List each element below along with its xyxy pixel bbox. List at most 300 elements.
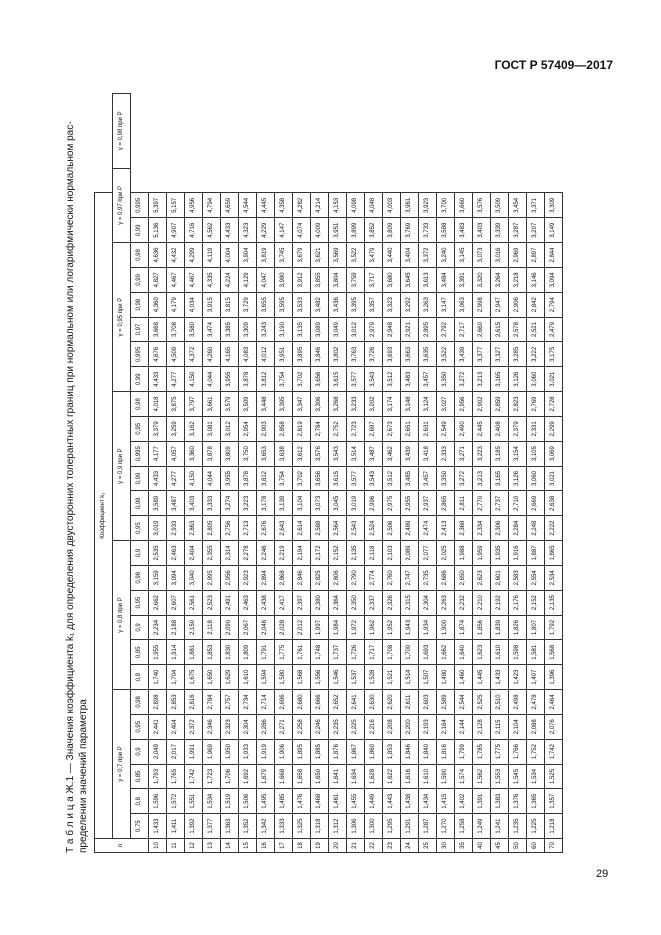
value-cell: 3,327 xyxy=(491,342,509,367)
value-cell: 1,952 xyxy=(383,615,401,640)
value-cell: 2,350 xyxy=(347,590,365,615)
value-cell: 3,016 xyxy=(491,243,509,268)
value-cell: 3,653 xyxy=(257,441,275,466)
value-cell: 1,415 xyxy=(437,789,455,814)
value-cell: 3,797 xyxy=(185,392,203,417)
value-cell: 2,903 xyxy=(257,416,275,441)
value-cell: 3,804 xyxy=(329,267,347,292)
value-cell: 1,528 xyxy=(365,665,383,690)
value-cell: 1,568 xyxy=(545,640,563,665)
value-cell: 2,956 xyxy=(221,565,239,590)
table-row xyxy=(473,94,491,853)
value-cell: 3,021 xyxy=(545,466,563,491)
value-cell: 3,159 xyxy=(149,565,167,590)
value-cell: 1,287 xyxy=(419,814,437,839)
value-cell: 3,615 xyxy=(329,466,347,491)
n-cell: 60 xyxy=(527,839,545,853)
value-cell: 2,413 xyxy=(437,516,455,541)
p-value-header: 0,97 xyxy=(131,317,149,342)
value-cell: 2,603 xyxy=(419,690,437,715)
value-cell: 2,859 xyxy=(491,392,509,417)
value-cell: 2,498 xyxy=(509,690,527,715)
value-cell: 2,028 xyxy=(275,615,293,640)
value-cell: 3,855 xyxy=(311,267,329,292)
value-cell: 2,710 xyxy=(509,491,527,516)
value-cell: 1,914 xyxy=(167,640,185,665)
value-cell: 4,047 xyxy=(257,267,275,292)
value-cell: 1,628 xyxy=(365,764,383,789)
value-cell: 2,463 xyxy=(167,541,185,566)
value-cell: 2,135 xyxy=(545,590,563,615)
value-cell: 2,906 xyxy=(509,292,527,317)
value-cell: 3,733 xyxy=(419,218,437,243)
n-cell: 45 xyxy=(491,839,509,853)
p-value-header: 0,99 xyxy=(131,267,149,292)
value-cell: 1,574 xyxy=(455,764,473,789)
value-cell: 3,487 xyxy=(365,441,383,466)
value-cell: 2,164 xyxy=(437,714,455,739)
value-cell: 3,320 xyxy=(473,267,491,292)
value-cell: 2,846 xyxy=(293,565,311,590)
value-cell: 1,853 xyxy=(203,640,221,665)
value-cell: 4,004 xyxy=(221,243,239,268)
value-cell: 4,562 xyxy=(203,218,221,243)
n-cell: 22 xyxy=(365,839,383,853)
value-cell: 1,376 xyxy=(509,789,527,814)
n-cell: 12 xyxy=(185,839,203,853)
table-row xyxy=(293,94,311,853)
value-cell: 1,270 xyxy=(437,814,455,839)
n-cell: 18 xyxy=(293,839,311,853)
value-cell: 2,544 xyxy=(455,690,473,715)
value-cell: 1,885 xyxy=(311,739,329,764)
value-cell: 1,916 xyxy=(509,541,527,566)
value-cell: 1,568 xyxy=(293,665,311,690)
p-value-header: 0,9 xyxy=(131,739,149,764)
value-cell: 2,463 xyxy=(239,590,257,615)
value-cell: 1,717 xyxy=(365,640,383,665)
value-cell: 2,208 xyxy=(383,714,401,739)
value-cell: 2,489 xyxy=(401,516,419,541)
value-cell: 2,630 xyxy=(365,690,383,715)
value-cell: 1,793 xyxy=(149,764,167,789)
value-cell: 1,933 xyxy=(239,739,257,764)
n-cell: 10 xyxy=(149,839,167,853)
value-cell: 4,544 xyxy=(239,193,257,218)
value-cell: 3,457 xyxy=(419,466,437,491)
value-cell: 2,933 xyxy=(167,516,185,541)
value-cell: 3,440 xyxy=(383,243,401,268)
value-cell: 1,461 xyxy=(329,789,347,814)
p-value-header: 0,98 xyxy=(131,565,149,590)
table-row xyxy=(383,94,401,853)
value-cell: 1,537 xyxy=(347,665,365,690)
value-cell: 2,760 xyxy=(383,565,401,590)
value-cell: 1,972 xyxy=(347,615,365,640)
value-cell: 3,663 xyxy=(401,342,419,367)
value-cell: 3,522 xyxy=(437,342,455,367)
value-cell: 1,988 xyxy=(455,541,473,566)
value-cell: 2,897 xyxy=(527,243,545,268)
value-cell: 1,480 xyxy=(437,665,455,690)
value-cell: 3,178 xyxy=(257,491,275,516)
value-cell: 2,770 xyxy=(473,491,491,516)
value-cell: 2,858 xyxy=(275,416,293,441)
value-cell: 2,263 xyxy=(437,590,455,615)
value-cell: 1,826 xyxy=(509,615,527,640)
value-cell: 3,512 xyxy=(383,367,401,392)
value-cell: 1,895 xyxy=(293,739,311,764)
value-cell: 2,853 xyxy=(167,690,185,715)
p-value-header: 0,99 xyxy=(131,218,149,243)
value-cell: 2,194 xyxy=(293,541,311,566)
value-cell: 4,277 xyxy=(167,466,185,491)
value-cell: 3,012 xyxy=(221,416,239,441)
table-row xyxy=(185,94,203,853)
value-cell: 1,846 xyxy=(401,739,419,764)
value-cell: 1,742 xyxy=(185,764,203,789)
value-cell: 1,411 xyxy=(167,814,185,839)
value-cell: 2,554 xyxy=(527,565,545,590)
value-cell: 4,153 xyxy=(329,193,347,218)
value-cell: 2,697 xyxy=(365,416,383,441)
value-cell: 2,865 xyxy=(437,491,455,516)
value-cell: 4,150 xyxy=(185,466,203,491)
value-cell: 1,534 xyxy=(203,789,221,814)
value-cell: 4,827 xyxy=(149,267,167,292)
value-cell: 3,021 xyxy=(545,367,563,392)
value-cell: 3,635 xyxy=(419,342,437,367)
value-cell: 1,650 xyxy=(203,665,221,690)
value-cell: 2,216 xyxy=(365,714,383,739)
value-cell: 1,839 xyxy=(491,615,509,640)
value-cell: 2,323 xyxy=(221,714,239,739)
value-cell: 2,076 xyxy=(545,714,563,739)
value-cell: 2,601 xyxy=(491,565,509,590)
value-cell: 2,979 xyxy=(365,317,383,342)
value-cell: 1,241 xyxy=(491,814,509,839)
value-cell: 3,089 xyxy=(311,317,329,342)
value-cell: 2,534 xyxy=(545,565,563,590)
value-cell: 2,825 xyxy=(311,565,329,590)
table-row xyxy=(311,94,329,853)
table-row xyxy=(347,94,365,853)
value-cell: 2,717 xyxy=(455,317,473,342)
value-cell: 3,202 xyxy=(365,392,383,417)
value-cell: 3,612 xyxy=(293,441,311,466)
value-cell: 4,098 xyxy=(347,193,365,218)
value-cell: 3,482 xyxy=(311,292,329,317)
n-cell: 50 xyxy=(509,839,527,853)
value-cell: 1,325 xyxy=(293,814,311,839)
value-cell: 2,172 xyxy=(311,541,329,566)
value-cell: 3,852 xyxy=(365,218,383,243)
value-cell: 3,285 xyxy=(509,342,527,367)
value-cell: 3,588 xyxy=(437,218,455,243)
value-cell: 3,763 xyxy=(347,342,365,367)
value-cell: 3,019 xyxy=(149,516,167,541)
value-cell: 4,433 xyxy=(149,466,167,491)
value-cell: 4,229 xyxy=(257,218,275,243)
value-cell: 3,149 xyxy=(545,218,563,243)
value-cell: 3,543 xyxy=(365,367,383,392)
value-cell: 3,094 xyxy=(167,565,185,590)
value-cell: 2,747 xyxy=(401,565,419,590)
value-cell: 2,696 xyxy=(275,690,293,715)
value-cell: 2,445 xyxy=(473,416,491,441)
value-cell: 1,662 xyxy=(437,640,455,665)
value-cell: 2,441 xyxy=(149,714,167,739)
value-cell: 4,794 xyxy=(203,193,221,218)
value-cell: 3,274 xyxy=(221,491,239,516)
value-cell: 2,334 xyxy=(473,516,491,541)
value-cell: 3,147 xyxy=(437,292,455,317)
n-cell: 11 xyxy=(167,839,185,853)
value-cell: 3,019 xyxy=(347,491,365,516)
value-cell: 1,295 xyxy=(383,814,401,839)
value-cell: 1,249 xyxy=(473,814,491,839)
value-cell: 1,495 xyxy=(257,789,275,814)
value-cell: 2,192 xyxy=(491,590,509,615)
value-cell: 3,656 xyxy=(311,367,329,392)
value-cell: 1,934 xyxy=(419,615,437,640)
value-cell: 1,594 xyxy=(257,665,275,690)
value-cell: 2,673 xyxy=(383,416,401,441)
value-cell: 2,728 xyxy=(545,392,563,417)
value-cell: 3,104 xyxy=(293,491,311,516)
value-cell: 1,363 xyxy=(221,814,239,839)
value-cell: 3,819 xyxy=(257,243,275,268)
value-cell: 2,723 xyxy=(347,416,365,441)
value-cell: 1,357 xyxy=(545,789,563,814)
value-cell: 2,271 xyxy=(275,714,293,739)
value-cell: 3,656 xyxy=(311,466,329,491)
value-cell: 4,659 xyxy=(221,193,239,218)
value-cell: 5,397 xyxy=(149,193,167,218)
value-cell: 4,323 xyxy=(239,218,257,243)
value-cell: 1,950 xyxy=(221,739,239,764)
value-cell: 2,333 xyxy=(437,441,455,466)
value-cell: 2,948 xyxy=(383,317,401,342)
value-cell: 4,165 xyxy=(221,342,239,367)
n-cell: 25 xyxy=(419,839,437,853)
value-cell: 3,615 xyxy=(329,367,347,392)
value-cell: 2,774 xyxy=(365,565,383,590)
value-cell: 2,996 xyxy=(365,491,383,516)
value-cell: 2,620 xyxy=(383,690,401,715)
value-cell: 3,223 xyxy=(239,491,257,516)
table-row xyxy=(545,94,563,853)
value-cell: 3,809 xyxy=(221,441,239,466)
value-cell: 4,433 xyxy=(221,218,239,243)
value-cell: 4,119 xyxy=(203,243,221,268)
value-cell: 2,025 xyxy=(437,541,455,566)
value-cell: 1,507 xyxy=(419,665,437,690)
value-cell: 1,668 xyxy=(275,764,293,789)
p-value-header: 0,95 xyxy=(131,590,149,615)
n-cell: 70 xyxy=(545,839,563,853)
value-cell: 1,392 xyxy=(185,814,203,839)
value-cell: 3,439 xyxy=(401,441,419,466)
value-cell: 3,878 xyxy=(239,466,257,491)
value-cell: 4,179 xyxy=(167,292,185,317)
value-cell: 2,737 xyxy=(491,491,509,516)
value-cell: 3,213 xyxy=(473,466,491,491)
value-cell: 3,073 xyxy=(473,243,491,268)
value-cell: 3,660 xyxy=(455,193,473,218)
value-cell: 1,775 xyxy=(491,739,509,764)
value-cell: 2,641 xyxy=(347,690,365,715)
value-cell: 2,561 xyxy=(185,590,203,615)
value-cell: 1,791 xyxy=(257,640,275,665)
value-cell: 3,577 xyxy=(347,466,365,491)
value-cell: 4,445 xyxy=(257,193,275,218)
value-cell: 4,260 xyxy=(203,342,221,367)
value-cell: 1,610 xyxy=(419,764,437,789)
value-cell: 4,012 xyxy=(257,342,275,367)
value-cell: 1,391 xyxy=(473,789,491,814)
table-row xyxy=(365,94,383,853)
value-cell: 1,634 xyxy=(347,764,365,789)
value-cell: 1,807 xyxy=(527,615,545,640)
value-cell: 3,126 xyxy=(509,466,527,491)
p-value-header: 0,9 xyxy=(131,615,149,640)
value-cell: 2,284 xyxy=(509,516,527,541)
value-cell: 2,937 xyxy=(419,491,437,516)
value-cell: 2,150 xyxy=(185,615,203,640)
value-cell: 2,894 xyxy=(257,565,275,590)
value-cell: 4,277 xyxy=(167,367,185,392)
table-row xyxy=(203,94,221,853)
value-cell: 2,794 xyxy=(545,292,563,317)
value-cell: 2,304 xyxy=(419,590,437,615)
value-cell: 2,947 xyxy=(491,292,509,317)
value-cell: 4,907 xyxy=(167,218,185,243)
value-cell: 3,702 xyxy=(293,466,311,491)
value-cell: 2,823 xyxy=(509,392,527,417)
value-cell: 1,218 xyxy=(545,814,563,839)
value-cell: 2,115 xyxy=(491,714,509,739)
value-cell: 1,300 xyxy=(365,814,383,839)
value-cell: 3,263 xyxy=(419,292,437,317)
value-cell: 2,662 xyxy=(149,590,167,615)
value-cell: 3,595 xyxy=(275,292,293,317)
value-cell: 3,069 xyxy=(545,441,563,466)
value-cell: 2,315 xyxy=(401,590,419,615)
value-cell: 3,081 xyxy=(203,416,221,441)
value-cell: 2,152 xyxy=(329,541,347,566)
value-cell: 2,955 xyxy=(401,491,419,516)
value-cell: 4,467 xyxy=(167,267,185,292)
value-cell: 3,895 xyxy=(293,342,311,367)
value-cell: 2,805 xyxy=(203,516,221,541)
value-cell: 2,088 xyxy=(527,714,545,739)
value-cell: 1,704 xyxy=(167,665,185,690)
value-cell: 3,750 xyxy=(239,441,257,466)
value-cell: 3,165 xyxy=(491,466,509,491)
value-cell: 2,652 xyxy=(329,690,347,715)
value-cell: 4,150 xyxy=(185,367,203,392)
value-cell: 4,358 xyxy=(275,193,293,218)
value-cell: 2,686 xyxy=(437,565,455,590)
value-cell: 4,048 xyxy=(365,193,383,218)
table-row xyxy=(275,94,293,853)
value-cell: 1,610 xyxy=(239,665,257,690)
value-cell: 1,752 xyxy=(527,739,545,764)
value-cell: 2,510 xyxy=(491,690,509,715)
value-cell: 3,385 xyxy=(221,317,239,342)
value-cell: 2,524 xyxy=(365,516,383,541)
value-cell: 1,506 xyxy=(239,789,257,814)
p-value-header: 0,75 xyxy=(131,814,149,839)
value-cell: 2,589 xyxy=(437,690,455,715)
value-cell: 1,761 xyxy=(293,640,311,665)
value-cell: 2,491 xyxy=(221,590,239,615)
value-cell: 1,572 xyxy=(167,789,185,814)
value-cell: 2,923 xyxy=(239,565,257,590)
value-cell: 4,057 xyxy=(167,441,185,466)
value-cell: 2,379 xyxy=(509,416,527,441)
value-cell: 3,679 xyxy=(293,243,311,268)
value-cell: 1,943 xyxy=(401,615,419,640)
value-cell: 3,729 xyxy=(239,292,257,317)
value-cell: 2,819 xyxy=(293,416,311,441)
value-cell: 4,177 xyxy=(149,441,167,466)
value-cell: 3,878 xyxy=(239,367,257,392)
value-cell: 2,176 xyxy=(509,590,527,615)
value-cell: 1,521 xyxy=(383,665,401,690)
value-cell: 3,371 xyxy=(527,193,545,218)
value-cell: 3,700 xyxy=(437,193,455,218)
value-cell: 1,433 xyxy=(149,814,167,839)
value-cell: 3,904 xyxy=(239,243,257,268)
value-cell: 2,784 xyxy=(311,416,329,441)
value-cell: 3,139 xyxy=(275,491,293,516)
value-cell: 1,596 xyxy=(149,789,167,814)
value-cell: 3,391 xyxy=(455,267,473,292)
value-cell: 4,003 xyxy=(383,193,401,218)
n-cell: 13 xyxy=(203,839,221,853)
value-cell: 4,956 xyxy=(185,193,203,218)
value-cell: 3,271 xyxy=(455,441,473,466)
value-cell: 2,246 xyxy=(257,541,275,566)
n-cell: 35 xyxy=(455,839,473,853)
value-cell: 1,792 xyxy=(545,615,563,640)
value-cell: 2,666 xyxy=(311,690,329,715)
value-cell: 3,350 xyxy=(437,466,455,491)
value-cell: 3,846 xyxy=(311,342,329,367)
value-cell: 4,467 xyxy=(185,267,203,292)
value-cell: 2,326 xyxy=(383,590,401,615)
value-cell: 1,740 xyxy=(149,665,167,690)
value-cell: 2,314 xyxy=(221,541,239,566)
value-cell: 3,509 xyxy=(491,193,509,218)
value-cell: 2,816 xyxy=(185,690,203,715)
value-cell: 2,404 xyxy=(167,714,185,739)
value-cell: 3,702 xyxy=(293,367,311,392)
value-cell: 1,534 xyxy=(527,764,545,789)
p-value-header: 0,85 xyxy=(131,640,149,665)
p-value-header: 0,995 xyxy=(131,342,149,367)
value-cell: 3,377 xyxy=(473,342,491,367)
value-cell: 2,235 xyxy=(329,714,347,739)
value-cell: 1,641 xyxy=(329,764,347,789)
value-cell: 2,757 xyxy=(221,690,239,715)
value-cell: 2,222 xyxy=(545,516,563,541)
value-cell: 1,306 xyxy=(347,814,365,839)
value-cell: 3,543 xyxy=(365,466,383,491)
value-cell: 2,521 xyxy=(527,317,545,342)
